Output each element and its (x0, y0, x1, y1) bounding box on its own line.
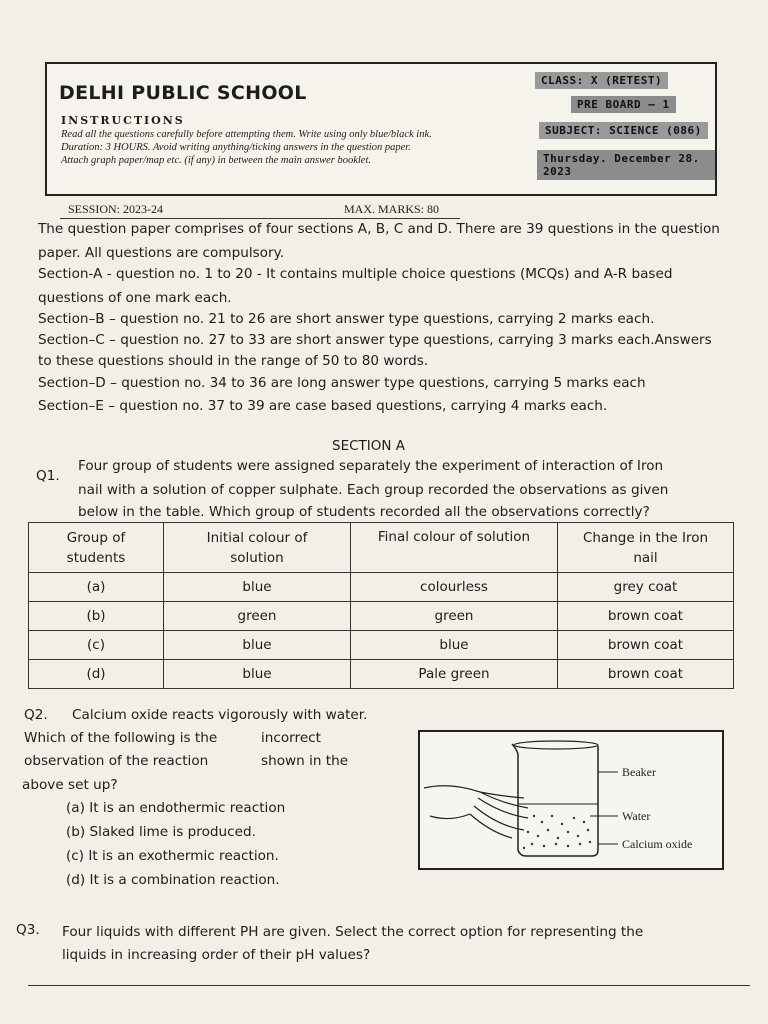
q2-line-3b: shown in the (261, 753, 349, 769)
date-tag: Thursday. December 28. 2023 (537, 150, 715, 180)
table-header-row (29, 523, 734, 573)
q2-number: Q2. (24, 707, 48, 723)
water-label: Water (622, 809, 651, 823)
cell-group: (c) (29, 631, 164, 660)
calcium-oxide-particles (523, 815, 591, 849)
table-row (29, 573, 734, 602)
beaker-rim (514, 741, 598, 749)
general-line-7: to these questions should in the range of 50 to 80 words. (38, 353, 429, 369)
cell-final: colourless (351, 573, 558, 602)
q3-line-1: Four liquids with different PH are given. Select the correct option for representing the (62, 924, 644, 940)
cell-group: (b) (29, 602, 164, 631)
cell-change: brown coat (558, 631, 734, 660)
header-iron-change: Change in the Iron nail (558, 523, 734, 573)
header-box (45, 62, 717, 196)
q2-option-c: (c) It is an exothermic reaction. (66, 848, 279, 864)
calcium-oxide-label: Calcium oxide (622, 837, 693, 851)
q3-line-2: liquids in increasing order of their pH values? (62, 947, 371, 963)
cell-final: green (351, 602, 558, 631)
general-line-4: questions of one mark each. (38, 290, 232, 306)
instruction-line-3: Attach graph paper/map etc. (if any) in between the main answer booklet. (61, 155, 371, 166)
cell-group: (a) (29, 573, 164, 602)
header-initial-colour: Initial colour of solution (164, 523, 351, 573)
q1-line-1: Four group of students were assigned separately the experiment of interaction of Iron (78, 458, 664, 474)
instructions-title: INSTRUCTIONS (61, 114, 185, 127)
q1-number: Q1. (36, 468, 60, 484)
cell-change: grey coat (558, 573, 734, 602)
general-line-6: Section–C – question no. 27 to 33 are short answer type questions, carrying 3 marks each.Answers (38, 332, 712, 348)
beaker-label: Beaker (622, 765, 656, 779)
cell-change: brown coat (558, 602, 734, 631)
cell-initial: blue (164, 573, 351, 602)
cell-initial: blue (164, 631, 351, 660)
instruction-line-2: Duration: 3 HOURS. Avoid writing anything/ticking answers in the question paper. (61, 142, 411, 153)
q1-line-2: nail with a solution of copper sulphate. Each group recorded the observations as given (78, 482, 669, 498)
q2-line-4: above set up? (22, 777, 118, 793)
cell-group: (d) (29, 660, 164, 689)
cell-initial: green (164, 602, 351, 631)
q1-line-3: below in the table. Which group of students recorded all the observations correctly? (78, 504, 650, 520)
max-marks-label: MAX. MARKS: 80 (344, 202, 440, 216)
general-line-8: Section–D – question no. 34 to 36 are long answer type questions, carrying 5 marks each (38, 375, 646, 391)
general-line-5: Section–B – question no. 21 to 26 are short answer type questions, carrying 2 marks each. (38, 311, 655, 327)
cell-change: brown coat (558, 660, 734, 689)
session-bar (60, 200, 460, 219)
instruction-line-1: Read all the questions carefully before attempting them. Write using only blue/black ink. (61, 129, 432, 140)
general-line-2: paper. All questions are compulsory. (38, 245, 285, 261)
beaker-diagram (418, 730, 724, 870)
beaker-illustration (420, 732, 722, 868)
cell-initial: blue (164, 660, 351, 689)
section-title: SECTION A (332, 438, 406, 454)
q2-line-2b: incorrect (261, 730, 321, 746)
table-row (29, 660, 734, 689)
q2-line-3a: observation of the reaction (24, 753, 209, 769)
cell-final: Pale green (351, 660, 558, 689)
class-tag: CLASS: X (RETEST) (535, 72, 668, 89)
table-row (29, 631, 734, 660)
q2-option-d: (d) It is a combination reaction. (66, 872, 280, 888)
school-name: DELHI PUBLIC SCHOOL (59, 82, 307, 104)
header-group: Group of students (29, 523, 164, 573)
cell-final: blue (351, 631, 558, 660)
footer-rule (28, 985, 750, 986)
exam-tag: PRE BOARD – 1 (571, 96, 676, 113)
q2-option-b: (b) Slaked lime is produced. (66, 824, 256, 840)
header-final-colour: Final colour of solution (351, 523, 558, 573)
q2-option-a: (a) It is an endothermic reaction (66, 800, 286, 816)
general-line-9: Section–E – question no. 37 to 39 are case based questions, carrying 4 marks each. (38, 398, 608, 414)
observation-table (28, 522, 734, 689)
general-line-3: Section-A - question no. 1 to 20 - It contains multiple choice questions (MCQs) and A-R based (38, 266, 673, 282)
table-row (29, 602, 734, 631)
session-label: SESSION: 2023-24 (68, 202, 164, 216)
q2-line-2a: Which of the following is the (24, 730, 218, 746)
beaker-outline (512, 744, 598, 856)
hand-sketch (424, 786, 528, 838)
q2-line-1: Calcium oxide reacts vigorously with water. (72, 707, 368, 723)
general-line-1: The question paper comprises of four sections A, B, C and D. There are 39 questions in the question (38, 221, 720, 237)
subject-tag: SUBJECT: SCIENCE (086) (539, 122, 708, 139)
q3-number: Q3. (16, 922, 40, 938)
